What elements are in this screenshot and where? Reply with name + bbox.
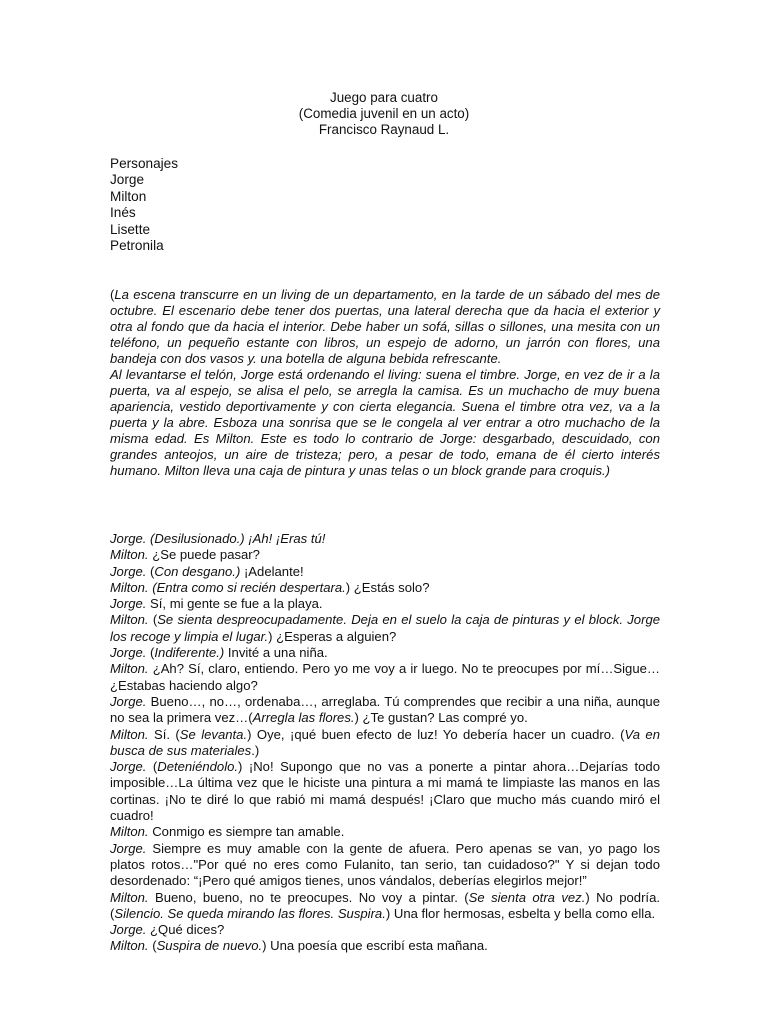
speech-text: Sí. ( xyxy=(148,726,180,742)
speaker-name: Milton. xyxy=(110,824,149,840)
character-name: Inés xyxy=(110,205,136,221)
dialogue-line xyxy=(110,547,660,563)
stage-note: Se sienta otra vez. xyxy=(468,889,586,905)
character-name: Lisette xyxy=(110,221,151,237)
speech-text: Invité a una niña. xyxy=(224,645,328,661)
speech-text: ) Oye, ¡qué buen efecto de luz! Yo debería hacer un cuadro. ( xyxy=(247,726,625,742)
speech-text: ¿Ah? Sí, claro, entiendo. Pero yo me voy a ir luego. No te preocupes por mí…Sigue…¿Estabas haciendo algo? xyxy=(110,661,660,693)
speaker-name: Jorge. xyxy=(110,596,147,612)
stage-direction-paragraph xyxy=(110,287,660,367)
speech-text: ( xyxy=(146,645,155,661)
dialogue-line xyxy=(110,890,660,923)
speech-text: ( xyxy=(148,938,157,954)
speaker-name: Milton. xyxy=(110,661,149,677)
character-name: Petronila xyxy=(110,238,164,254)
characters-heading: Personajes xyxy=(110,156,179,171)
speech-text: ) ¡No! Supongo que no vas a ponerte a pintar ahora…Dejarías todo imposible…La última vez que le hiciste una pintura a mi mamá te limpiaste las manos en las cortinas. ¡No te diré lo que rabió mi mamá después! ¡Claro que mucho más cuando miró el cuadro! xyxy=(110,759,660,824)
speaker-name: Jorge. xyxy=(110,922,147,938)
stage-note: Con desgano.) xyxy=(154,563,241,579)
speaker-name: Jorge. xyxy=(110,759,147,775)
dialogue-line xyxy=(110,645,660,661)
title-block xyxy=(0,90,768,138)
speaker-name: Milton. xyxy=(110,579,149,595)
stage-open-paren: ( xyxy=(110,287,115,302)
dialogue-line xyxy=(110,661,660,694)
stage-note: Silencio. Se queda mirando las flores. Suspira. xyxy=(114,905,386,921)
speech-text: ¿Se puede pasar? xyxy=(148,547,260,563)
stage-note: (Desilusionado.) ¡Ah! ¡Eras tú! xyxy=(146,531,326,546)
stage-note: (Entra como si recién despertara. xyxy=(148,579,346,595)
stage-note: Indiferente.) xyxy=(154,645,225,661)
speech-text: ) ¿Esperas a alguien? xyxy=(268,628,397,644)
stage-direction xyxy=(110,287,660,479)
character-name: Jorge xyxy=(110,172,145,188)
dialogue-line xyxy=(110,564,660,580)
play-title: Juego para cuatro xyxy=(330,90,438,105)
stage-direction-text: La escena transcurre en un living de un departamento, en la tarde de un sábado del mes de octubre. El escenario debe tener dos puertas, una lateral derecha que da hacia el exterior y otra al fondo que da hacia el interior. Debe haber un sofá, sillas o sillones, una mesita con un teléfono, un pequeño estante con libros, un espejo de adorno, un jarrón con flores, una bandeja con dos vasos y. una botella de alguna bebida refrescante. xyxy=(110,287,660,366)
speaker-name: Jorge. xyxy=(110,840,147,856)
speech-text: ) Una poesía que escribí esta mañana. xyxy=(262,938,488,954)
stage-note: Arregla las flores. xyxy=(252,710,355,726)
speech-text: .) xyxy=(251,742,260,758)
dialogue-line xyxy=(110,531,660,547)
dialogue-line xyxy=(110,612,660,645)
dialogue xyxy=(110,531,660,955)
stage-note: Deteniéndolo. xyxy=(157,759,239,775)
stage-note: Se sienta despreocupadamente. Deja en el suelo la caja de pinturas y el block. Jorge los recoge y limpia el lugar. xyxy=(110,612,661,644)
speaker-name: Milton. xyxy=(110,889,149,905)
dialogue-line xyxy=(110,841,660,890)
stage-note: Se levanta. xyxy=(179,726,248,742)
dialogue-line xyxy=(110,694,660,727)
speech-text: Bueno…, no…, ordenaba…, arreglaba. Tú comprendes que recibir a una niña, aunque no sea la primera vez…( xyxy=(110,693,660,726)
stage-note: Suspira de nuevo. xyxy=(156,938,263,954)
speaker-name: Milton. xyxy=(110,612,149,628)
speech-text: ( xyxy=(146,759,158,775)
speaker-name: Jorge. xyxy=(110,693,147,709)
speech-text: ) No podría. ( xyxy=(110,889,660,921)
speech-text: Sí, mi gente se fue a la playa. xyxy=(146,596,323,612)
speaker-name: Milton. xyxy=(110,547,149,563)
dialogue-line xyxy=(110,580,660,596)
speaker-name: Jorge. xyxy=(110,563,147,579)
speech-text: ( xyxy=(146,563,155,579)
play-author: Francisco Raynaud L. xyxy=(318,122,450,137)
speaker-name: Milton. xyxy=(110,726,149,742)
dialogue-line xyxy=(110,922,660,938)
dialogue-line xyxy=(110,938,660,954)
play-subtitle: (Comedia juvenil en un acto) xyxy=(298,106,470,121)
speech-text: ¡Adelante! xyxy=(240,563,304,579)
speech-text: ) Una flor hermosas, esbelta y bella como ella. xyxy=(385,905,656,921)
characters-list xyxy=(110,156,178,254)
speech-text: ( xyxy=(148,612,158,628)
dialogue-line xyxy=(110,727,660,760)
speaker-name: Milton. xyxy=(110,938,149,954)
speech-text: Bueno, bueno, no te preocupes. No voy a pintar. ( xyxy=(148,889,469,905)
dialogue-line xyxy=(110,824,660,840)
speaker-name: Jorge. xyxy=(110,645,147,661)
speaker-name: Jorge. xyxy=(110,531,147,546)
speech-text: Siempre es muy amable con la gente de afuera. Pero apenas se van, yo pago los platos rotos…"Por qué no eres como Fulanito, tan serio, tan cuidadoso?" Y si dejan todo desordenado: “¡Pero qué amigos tienes, unos vándalos, deberías elegirlos mejor!” xyxy=(110,840,660,889)
speech-text: ) ¿Estás solo? xyxy=(345,579,430,595)
stage-direction-paragraph: Al levantarse el telón, Jorge está ordenando el living: suena el timbre. Jorge, en vez de ir a la puerta, va al espejo, se alisa el pelo, se arregla la camisa. Es un muchacho de muy buena apariencia, vestido deportivamente y con cierta elegancia. Suena el timbre otra vez, va a la puerta y la abre. Esboza una sonrisa que se le congela al ver entrar a otro muchacho de la misma edad. Es Milton. Este es todo lo contrario de Jorge: desgarbado, descuidado, con grandes anteojos, un aire de tristeza; pero, a pesar de todo, emana de él cierto interés humano. Milton lleva una caja de pintura y unas telas o un block grande para croquis.) xyxy=(110,367,660,478)
speech-text: Conmigo es siempre tan amable. xyxy=(148,824,345,840)
stage-note: Va en busca de sus materiales xyxy=(110,726,661,758)
character-name: Milton xyxy=(110,188,147,204)
dialogue-line xyxy=(110,596,660,612)
speech-text: ¿Qué dices? xyxy=(146,922,225,938)
speech-text: ) ¿Te gustan? Las compré yo. xyxy=(354,710,528,726)
dialogue-line xyxy=(110,759,660,824)
